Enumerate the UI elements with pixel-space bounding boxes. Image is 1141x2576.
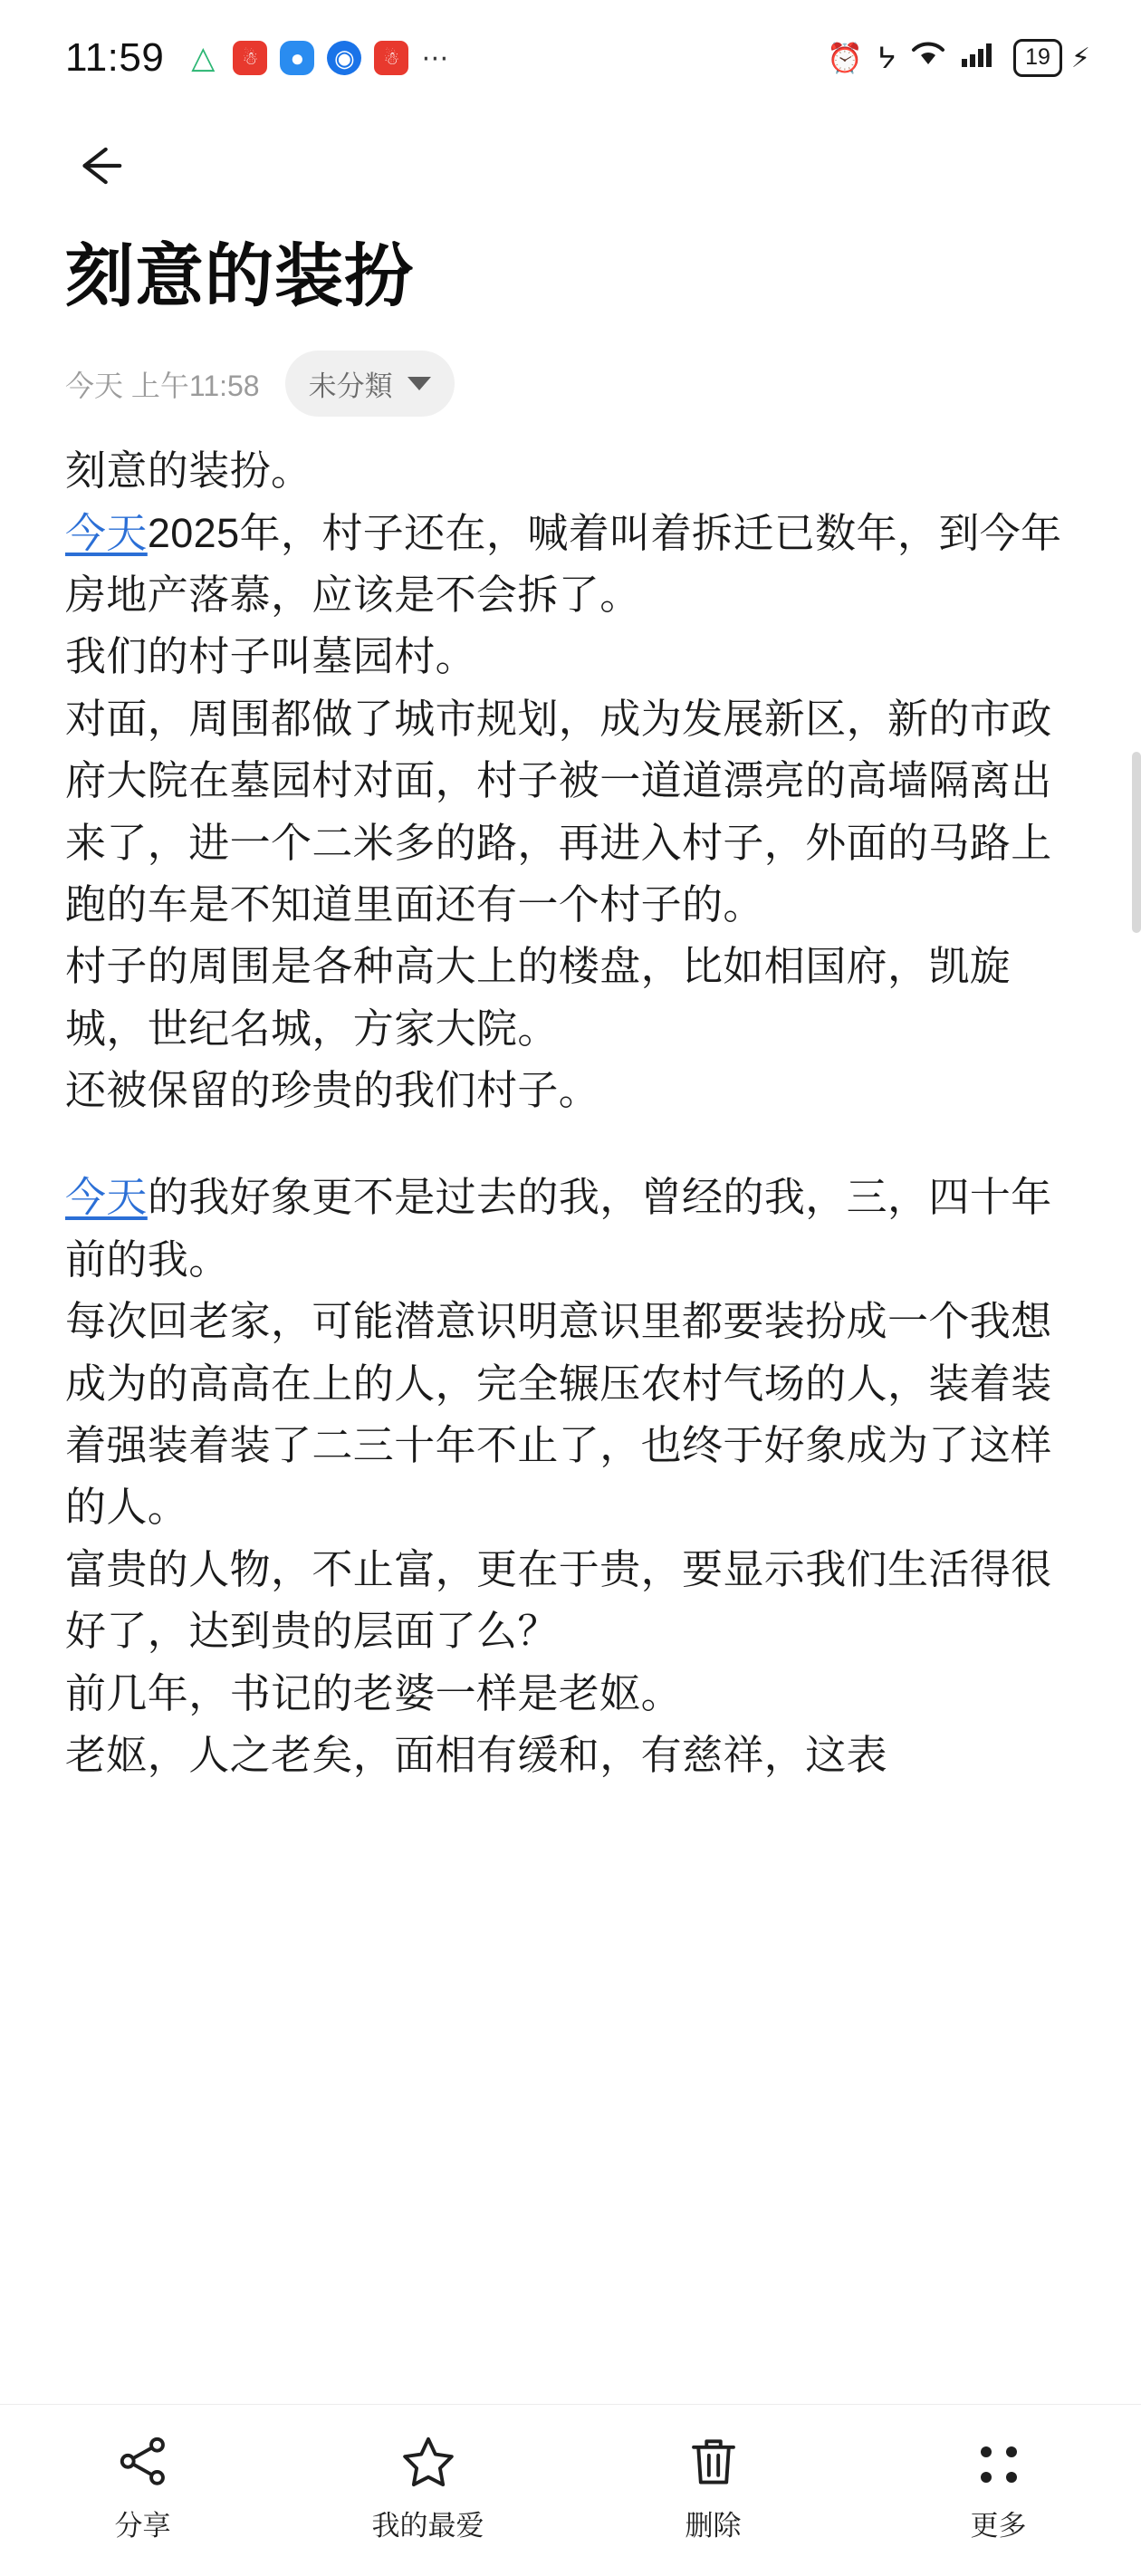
note-inline-link[interactable]: 今天 (65, 509, 148, 556)
note-body-text (65, 440, 1076, 1786)
note-paragraph: 村子的周围是各种高大上的楼盘，比如相国府，凯旋城，世纪名城，方家大院。 (65, 943, 1012, 1052)
note-meta-row (0, 318, 1141, 417)
note-body-scroll[interactable] (0, 417, 1141, 2404)
note-paragraph: 今天的我好象更不是过去的我，曾经的我，三，四十年前的我。 (65, 1174, 1052, 1283)
trash-icon (686, 2428, 742, 2488)
back-arrow-icon[interactable] (65, 132, 132, 199)
note-paragraph: 对面，周围都做了城市规划，成为发展新区，新的市政府大院在墓园村对面，村子被一道道漂亮的高墙隔离出来了，进一个二米多的路，再进入村子，外面的马路上跑的车是不知道里面还有一个村子的。 (65, 695, 1052, 928)
note-paragraph: 刻意的装扮。 (65, 447, 312, 495)
navigation-bar (0, 116, 1141, 216)
share-button[interactable] (30, 2428, 256, 2543)
bluetooth-icon: ᔭ (877, 42, 896, 74)
category-label: 未分類 (308, 370, 393, 403)
share-icon (115, 2428, 171, 2488)
status-bar (0, 0, 1141, 116)
category-chip[interactable] (285, 351, 455, 417)
delete-button[interactable] (600, 2428, 827, 2543)
alarm-icon: ⏰ (827, 42, 864, 74)
note-paragraph: 还被保留的珍贵的我们村子。 (65, 1067, 600, 1114)
note-paragraph: 我们的村子叫墓园村。 (65, 633, 477, 680)
more-dots-icon (981, 2428, 1017, 2488)
charging-bolt-icon: ⚡ (1070, 43, 1090, 73)
favorite-label: 我的最爱 (371, 2510, 484, 2542)
status-clock: 11:59 (65, 35, 165, 80)
note-paragraph: 前几年，书记的老婆一样是老妪。 (65, 1669, 683, 1716)
note-paragraph: 老妪，人之老矣，面相有缓和，有慈祥，这表 (65, 1732, 888, 1778)
delete-label: 删除 (685, 2510, 742, 2542)
note-inline-link[interactable]: 今天 (65, 1174, 148, 1221)
more-button[interactable] (886, 2428, 1112, 2543)
share-label: 分享 (114, 2510, 171, 2542)
circle-app-icon: ◉ (327, 41, 361, 75)
note-paragraph: 富贵的人物，不止富，更在于贵，要显示我们生活得很好了，达到贵的层面了么？ (65, 1545, 1052, 1655)
note-paragraph: 今天2025年，村子还在，喊着叫着拆迁已数年，到今年房地产落慕，应该是不会拆了。 (65, 509, 1062, 618)
red-app-icon: ☃ (233, 41, 267, 75)
battery-indicator: 19 (1013, 39, 1062, 76)
scrollbar-thumb[interactable] (1132, 752, 1141, 933)
more-label: 更多 (970, 2510, 1027, 2542)
favorite-button[interactable] (315, 2428, 542, 2543)
status-bar-right (827, 39, 1090, 76)
red-app-icon-2: ☃ (374, 41, 408, 75)
chevron-down-icon (408, 377, 431, 390)
star-icon (400, 2428, 456, 2488)
status-bar-left (65, 35, 450, 81)
a-icon: △ (191, 41, 216, 75)
note-paragraph: 每次回老家，可能潜意识明意识里都要装扮成一个我想成为的高高在上的人，完全辗压农村气场的人，装着装着强装着装了二三十年不止了，也终于好象成为了这样的人。 (65, 1298, 1052, 1531)
bottom-toolbar (0, 2404, 1141, 2576)
signal-icon (961, 41, 999, 75)
note-paragraph (65, 1121, 1076, 1167)
page-title: 刻意的装扮 (65, 238, 414, 315)
chat-icon: ● (280, 41, 314, 75)
wifi-icon (910, 41, 946, 75)
overflow-dots-icon: ⋯ (421, 43, 451, 73)
note-date: 今天 上午11:58 (65, 369, 260, 402)
